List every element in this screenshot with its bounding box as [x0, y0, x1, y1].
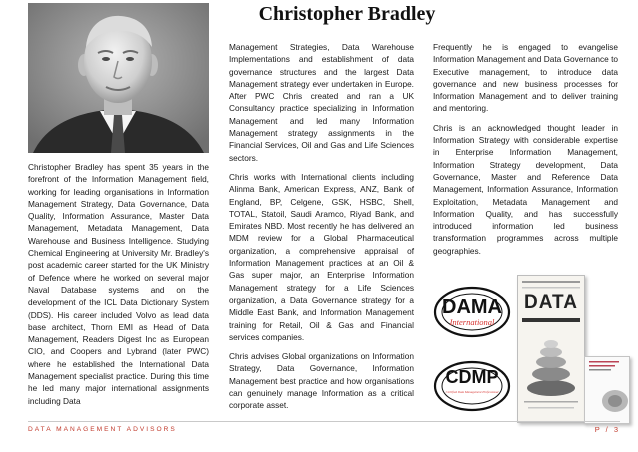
cdmp-logo-text: CDMP [445, 367, 499, 387]
biography-column-3 [433, 41, 618, 264]
biography-column-1 [28, 161, 209, 414]
dama-logo-text: DAMA [442, 296, 502, 318]
footer-company-name: DATA MANAGEMENT ADVISORS [28, 426, 177, 433]
data-book-cover [517, 275, 585, 423]
paragraph: Chris works with International clients including Alinma Bank, American Express, ANZ, Bank of England, BP, Celgene, GSK, HSBC, Shell, TOTAL, Statoil, Saudi Aramco, Riyad Bank, and Emirates NBD. Most recently he has delivered an MDM review for a Global Pharmaceutical organization, a comprehensive appraisal of Information Management practices at an Oil & Gas super major, an Enterprise Information Management strategy for a Life Sciences organization, a Data Governance strategy for a Middle East Bank, and Information Management training for Retail, Oil & Gas and Financial services companies. [229, 171, 414, 342]
book-title: DATA [524, 292, 578, 313]
biography-column-2 [229, 41, 414, 419]
page-number: P / 3 [594, 425, 620, 434]
page-title: Christopher Bradley [258, 3, 436, 25]
portrait-photo [28, 3, 209, 153]
paragraph: Frequently he is engaged to evangelise Information Management and Data Governance to Executive management, to introduce data governance and new business processes for Information Management and to deliver training and mentoring. [433, 42, 618, 114]
paragraph: Management Strategies, Data Warehouse Implementations and establishment of data governance structures and the largest Data Management strategy ever undertaken in Europe. After PWC Chris created and ran a UK Consultancy practice specializing in Information Management and led many Information Management strategy assignments in the Financial Services, Oil and Gas and Life Sciences sectors. [229, 42, 414, 163]
footer-divider [28, 421, 620, 422]
cdmp-logo-subtext: Certified Data Management Professional [445, 390, 499, 394]
secondary-book-cover [584, 356, 630, 424]
cdmp-logo [433, 355, 511, 417]
paragraph: Christopher Bradley has spent 35 years in the forefront of the Information Management field, working for leading organisations in Information Management Strategy, Data Governance, Data Quality, Information Assurance, Master Data Management, Metadata Management, Data Warehouse and Business Intelligence. Studying Chemical Engineering at University Mr. Bradley's post academic career started for the UK Ministry of Defence where he worked on several major Naval Database systems and on the development of the ICL Data Dictionary System (DDS). His career included Volvo as lead data base architect, Thorn EMI as Head of Data Management, Readers Digest Inc as European CIO, and Coopers and Lybrand (later PWC) where he established the International Data Management specialist practice. During this time he led many major international assignments including Data [28, 162, 209, 406]
dama-logo-subtext: International [449, 317, 495, 327]
paragraph: Chris advises Global organizations on Information Strategy, Data Governance, Information Management best practice and how organisations can genuinely manage Information as a critical corporate asset. [229, 351, 414, 411]
paragraph: Chris is an acknowledged thought leader in Information Strategy with considerable expertise in Enterprise Information Management, Information Strategy development, Data Governance, Master and Reference Data Management, Information Assurance, Information Exploitation, Metadata Management and Information Quality, and has successfully introduced information led business transformation programmes across multiple geographies. [433, 122, 618, 256]
dama-international-logo [433, 281, 511, 343]
